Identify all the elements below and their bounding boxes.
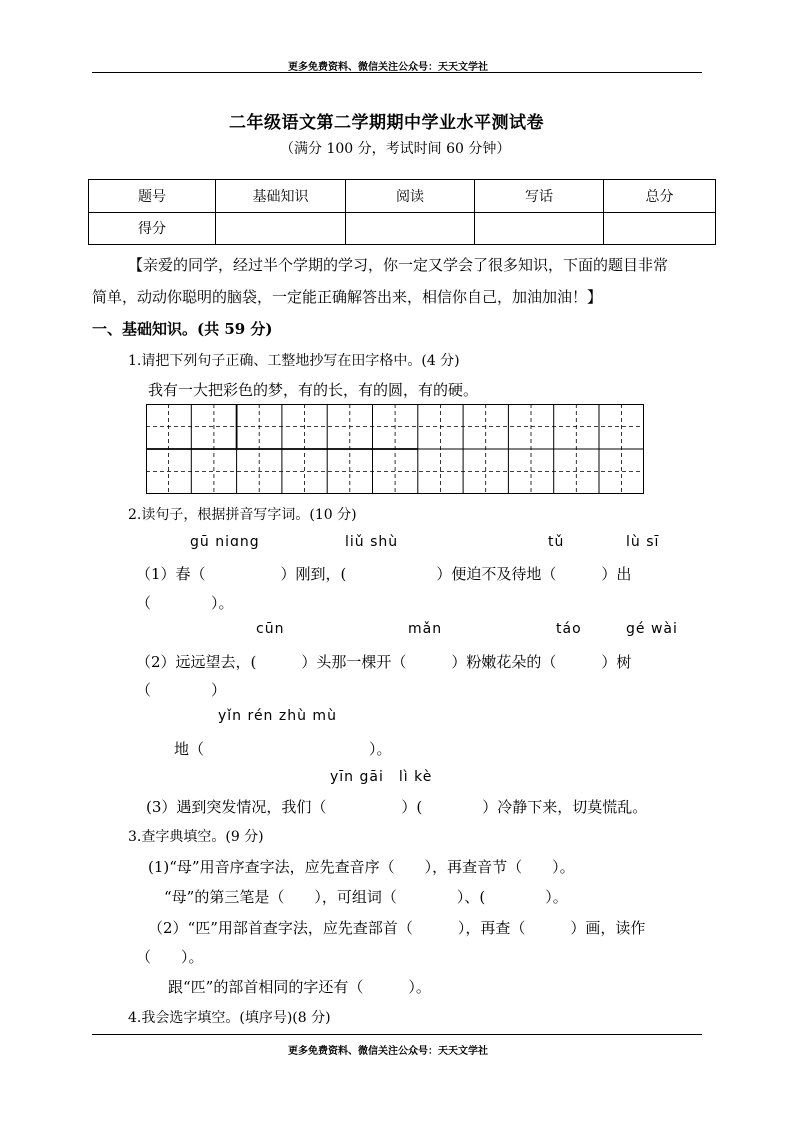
page-subtitle: （满分 100 分，考试时间 60 分钟） (280, 141, 511, 157)
score-table-header: 阅读 (346, 180, 475, 213)
score-table-header: 写话 (475, 180, 604, 213)
intro-line: 【亲爱的同学，经过半个学期的学习，你一定又学会了很多知识，下面的题目非常 (128, 256, 669, 274)
fill-in-line: 跟“匹”的部首相同的字还有（ ）。 (168, 978, 431, 996)
pinyin: cūn (256, 621, 285, 637)
fill-in-line: （ ）。 (136, 948, 204, 966)
pinyin: gé wài (626, 621, 678, 637)
pinyin: lù sī (626, 534, 660, 550)
score-cell (475, 212, 604, 245)
pinyin: yīn gāi lì kè (330, 769, 433, 785)
score-table-header: 题号 (89, 180, 216, 213)
fill-in-line: （ ） (136, 681, 227, 699)
fill-in-line: （1）春（ ）刚到，( ）便迫不及待地（ ）出 (136, 565, 632, 583)
fill-in-line: (1)“母”用音序查字法，应先查音序（ ），再查音节（ ）。 (148, 858, 575, 876)
score-table (88, 179, 716, 245)
fill-in-line: 地（ ）。 (174, 740, 392, 758)
score-cell (604, 212, 716, 245)
tianzige-grid (146, 404, 644, 494)
fill-in-line: （ ）。 (136, 594, 234, 612)
fill-in-line: （2）“匹”用部首查字法，应先查部首（ ），再查（ ）画，读作 (148, 919, 646, 937)
fill-in-line: (3）遇到突发情况，我们（ ）( ）冷静下来，切莫慌乱。 (146, 798, 648, 816)
score-cell (216, 212, 346, 245)
score-cell (346, 212, 475, 245)
intro-line: 简单，动动你聪明的脑袋，一定能正确解答出来，相信你自己，加油加油！】 (92, 288, 603, 306)
footer-note: 更多免费资料、微信关注公众号：天天文学社 (288, 1046, 488, 1057)
page-title: 二年级语文第二学期期中学业水平测试卷 (229, 113, 544, 133)
pinyin: yǐn rén zhù mù (218, 708, 337, 724)
fill-in-line: （2）远远望去，( ）头那一棵开（ ）粉嫩花朵的（ ）树 (136, 653, 632, 671)
question-3-prompt: 3.查字典填空。(9 分) (128, 829, 264, 845)
score-table-header: 基础知识 (216, 180, 346, 213)
question-2-prompt: 2.读句子，根据拼音写字词。(10 分) (128, 507, 357, 523)
score-table-header: 总分 (604, 180, 716, 213)
section-heading: 一、基础知识。(共 59 分) (92, 320, 273, 338)
fill-in-line: “母”的第三笔是（ ），可组词（ ）、( ）。 (164, 888, 568, 906)
footer-rule (92, 1034, 702, 1035)
pinyin: mǎn (408, 621, 443, 637)
pinyin: gū niɑng (190, 534, 260, 550)
score-table-row (89, 212, 716, 245)
score-row-label: 得分 (89, 212, 216, 245)
header-rule (92, 72, 702, 73)
question-1-prompt: 1.请把下列句子正确、工整地抄写在田字格中。(4 分) (128, 353, 460, 369)
pinyin: táo (556, 621, 582, 637)
pinyin: tǔ (548, 534, 565, 550)
score-table-header-row (89, 180, 716, 213)
question-4-prompt: 4.我会选字填空。(填序号)(8 分) (128, 1010, 331, 1026)
header-note: 更多免费资料、微信关注公众号：天天文学社 (288, 62, 488, 73)
pinyin: liǔ shù (345, 534, 399, 550)
question-1-sentence: 我有一大把彩色的梦，有的长，有的圆，有的硬。 (148, 381, 479, 399)
